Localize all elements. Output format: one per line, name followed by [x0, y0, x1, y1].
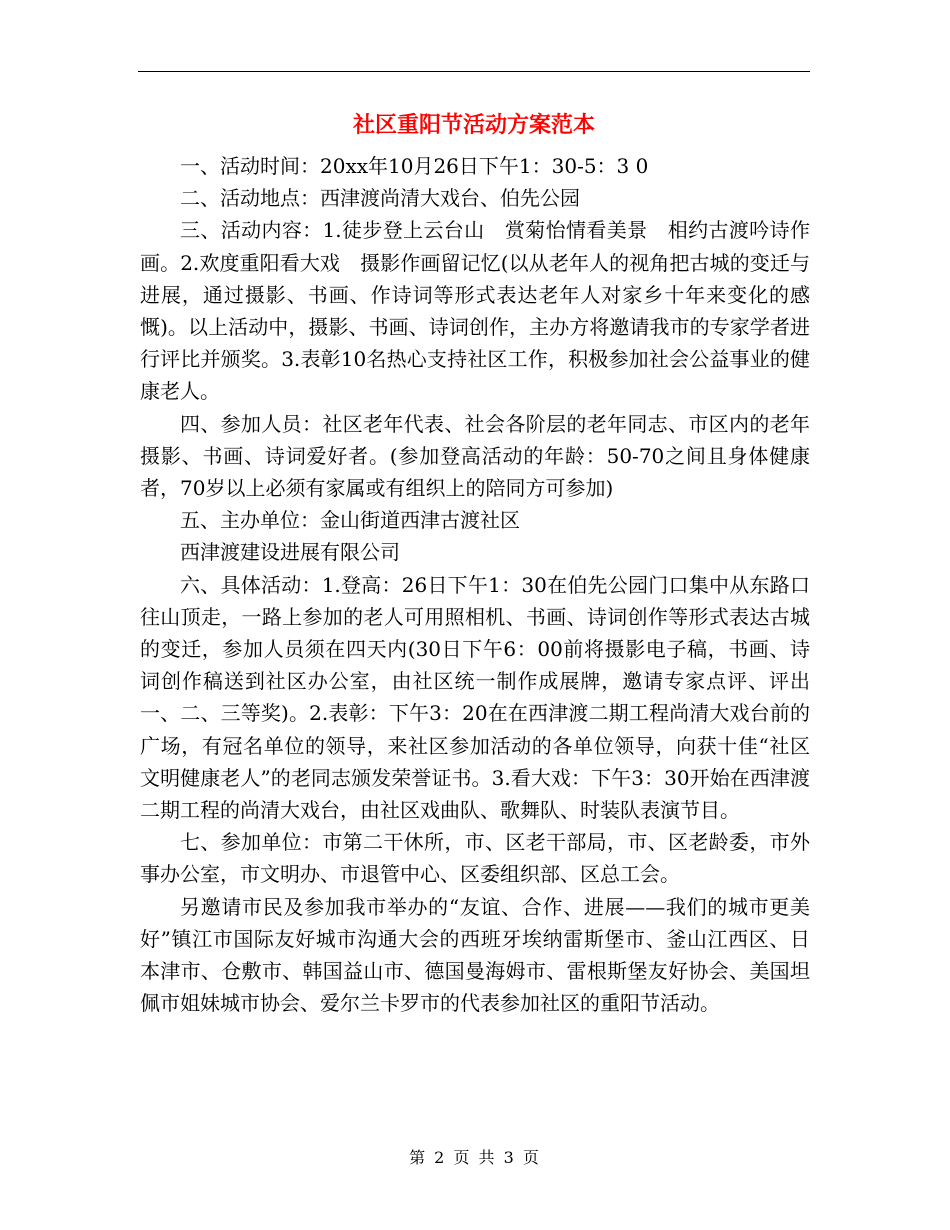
paragraph-organizer: 五、主办单位：金山街道西津古渡社区 — [180, 508, 520, 533]
header-rule — [138, 71, 810, 72]
paragraph-specific-activities: 六、具体活动：1.登高：26日下午1：30在伯先公园门口集中从东路口往山顶走，一路上参加的老人可用照相机、书画、诗词创作等形式表达古城的变迁，参加人员须在四天内(30日下午6：00前将摄影电子稿，书画、诗词创作稿送到社区办公室，由社区统一制作成展牌，邀请专家点评、评出一、二、三等奖)。2.表彰：下午3：20在在西津渡二期工程尚清大戏台前的广场，有冠名单位的领导，来社区参加活动的各单位领导，向获十佳“社区文明健康老人”的老同志颁发荣誉证书。3.看大戏：下午3：30开始在西津渡二期工程的尚清大戏台，由社区戏曲队、歌舞队、时装队表演节目。 — [140, 572, 810, 823]
paragraph-participants: 四、参加人员：社区老年代表、社会各阶层的老年同志、市区内的老年摄影、书画、诗词爱好者。(参加登高活动的年龄：50-70之间且身体健康者，70岁以上必须有家属或有组织上的陪同方可参加) — [140, 411, 810, 501]
document-title: 社区重阳节活动方案范本 — [352, 113, 595, 138]
paragraph-invited-guests: 另邀请市民及参加我市举办的“友谊、合作、进展——我们的城市更美好”镇江市国际友好城市沟通大会的西班牙埃纳雷斯堡市、釜山江西区、日本津市、仓敷市、韩国益山市、德国曼海姆市、雷根斯堡友好协会、美国坦佩市姐妹城市协会、爱尔兰卡罗市的代表参加社区的重阳节活动。 — [140, 894, 810, 1016]
paragraph-participating-units: 七、参加单位：市第二干休所，市、区老干部局，市、区老龄委，市外事办公室，市文明办、市退管中心、区委组织部、区总工会。 — [140, 830, 810, 887]
document-body — [140, 150, 810, 1019]
paragraph-activity-time: 一、活动时间：20xx年10月26日下午1：30-5：3 0 — [180, 154, 649, 178]
paragraph-co-organizer: 西津渡建设进展有限公司 — [180, 540, 400, 565]
page-number-footer: 第 2 页 共 3 页 — [409, 1148, 541, 1167]
paragraph-activity-content: 三、活动内容：1.徒步登上云台山 赏菊怡情看美景 相约古渡吟诗作画。2.欢度重阳看大戏 摄影作画留记忆(以从老年人的视角把古城的变迁与进展，通过摄影、书画、作诗词等形式表达老年人对家乡十年来变化的感慨)。以上活动中，摄影、书画、诗词创作，主办方将邀请我市的专家学者进行评比并颁奖。3.表彰10名热心支持社区工作，积极参加社会公益事业的健康老人。 — [140, 218, 810, 404]
paragraph-activity-location: 二、活动地点：西津渡尚清大戏台、伯先公园 — [180, 186, 580, 211]
